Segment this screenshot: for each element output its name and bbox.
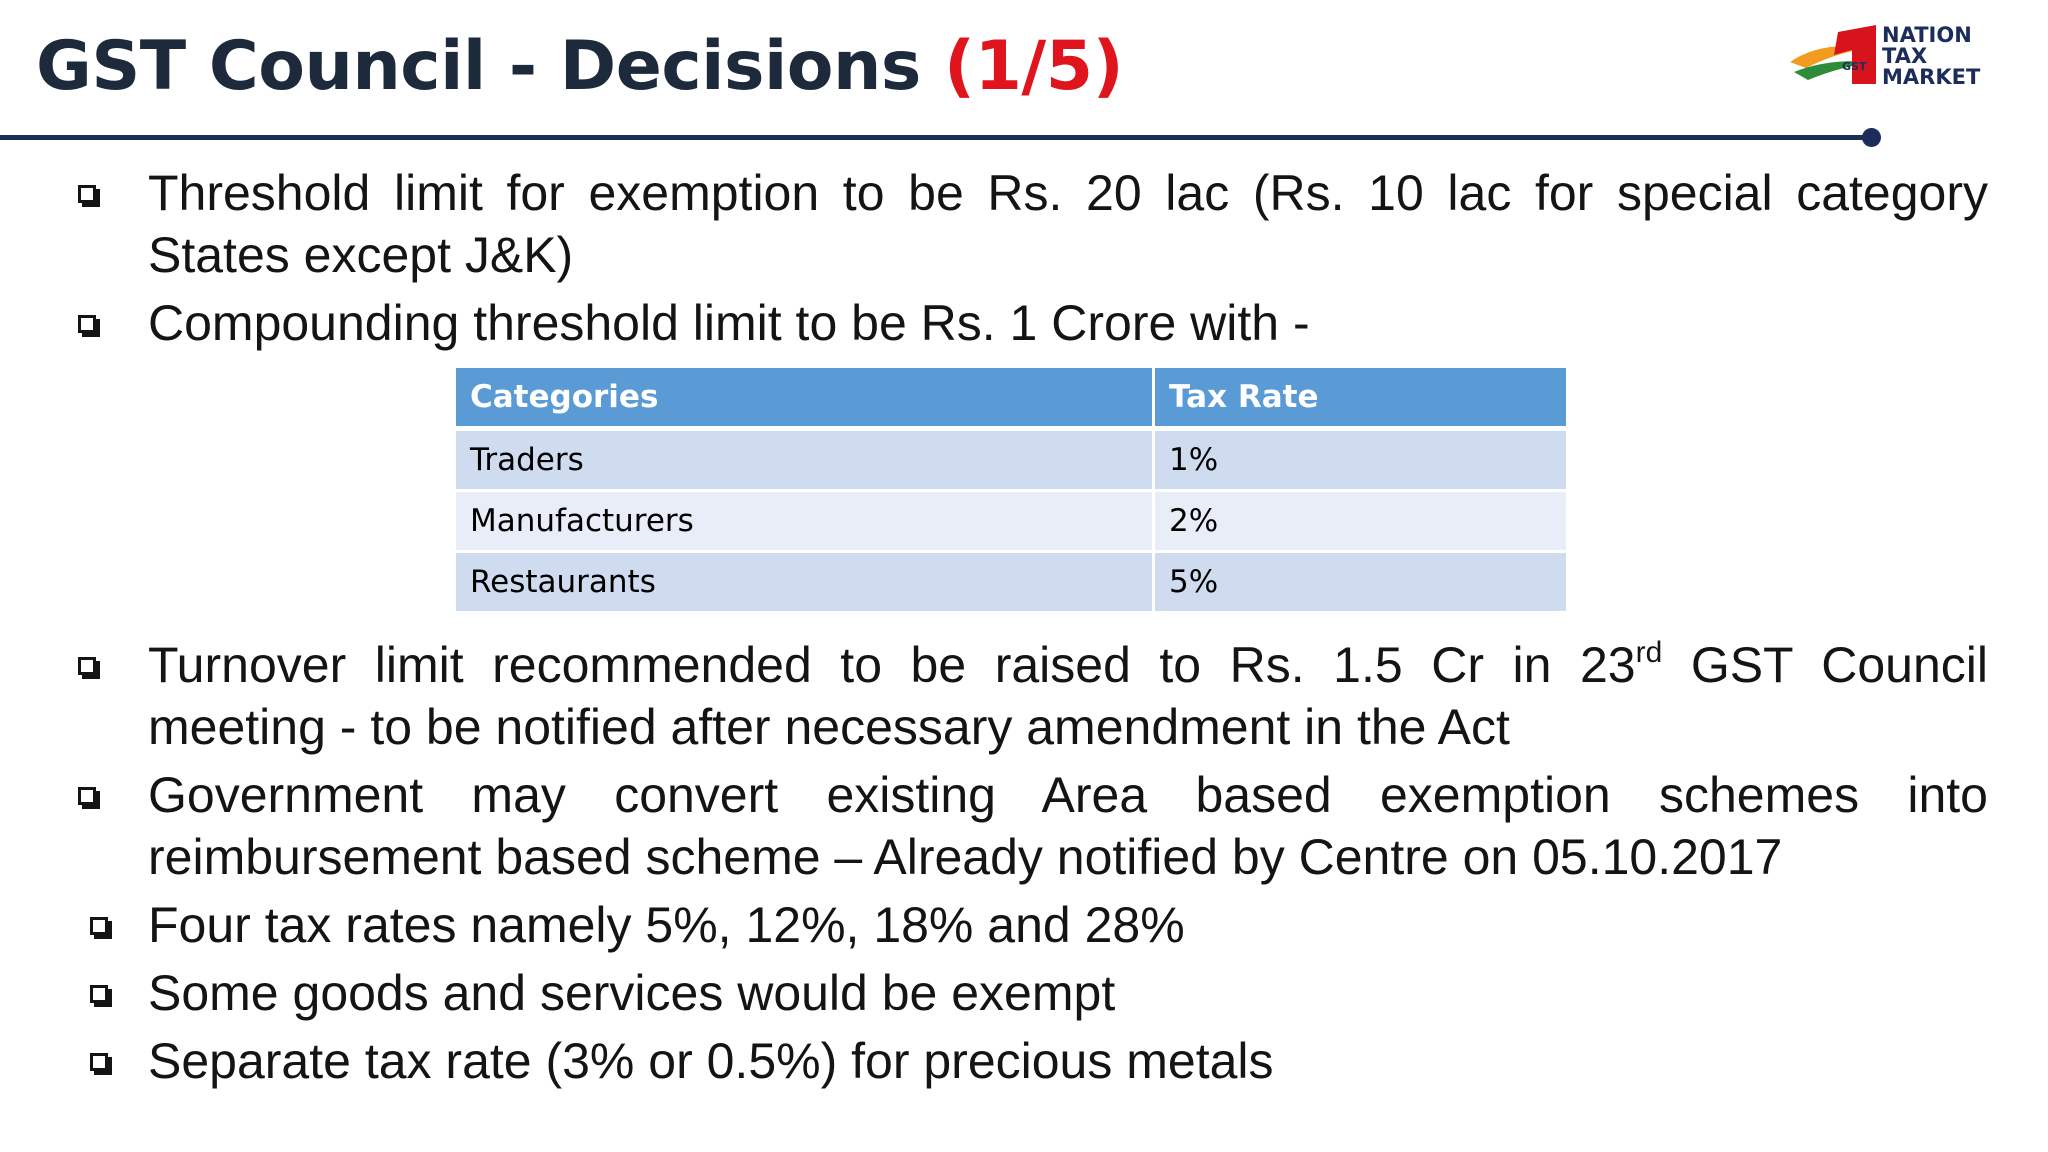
checkbox-bullet-icon bbox=[78, 787, 96, 805]
checkbox-bullet-icon bbox=[78, 315, 96, 333]
table-cell-rate: 1% bbox=[1155, 431, 1566, 492]
slide-title bbox=[36, 22, 1123, 112]
bullet-text-part: Turnover limit recommended to be raised to Rs. 1.5 Cr in 23 bbox=[148, 637, 1636, 693]
table-row bbox=[456, 492, 1566, 553]
table-cell-rate: 2% bbox=[1155, 492, 1566, 553]
table-row bbox=[456, 431, 1566, 492]
column-header-categories: Categories bbox=[456, 368, 1155, 431]
checkbox-bullet-icon bbox=[78, 185, 96, 203]
title-underline bbox=[0, 135, 1868, 140]
table-header-row bbox=[456, 368, 1566, 431]
logo-line-tax: TAX bbox=[1882, 44, 1928, 68]
bullet-text: Threshold limit for exemption to be Rs. 20 lac (Rs. 10 lac for special category States except J&K) bbox=[148, 165, 1988, 283]
bullet-text: Some goods and services would be exempt bbox=[148, 965, 1116, 1021]
checkbox-bullet-icon bbox=[78, 657, 96, 675]
bullet-text: Compounding threshold limit to be Rs. 1 Crore with - bbox=[148, 295, 1310, 351]
column-header-tax-rate: Tax Rate bbox=[1155, 368, 1566, 431]
logo-numeral-one bbox=[1834, 25, 1876, 84]
checkbox-bullet-icon bbox=[90, 1053, 108, 1071]
bullet-text bbox=[148, 634, 1988, 758]
checkbox-bullet-icon bbox=[90, 985, 108, 1003]
compounding-tax-rate-table bbox=[456, 368, 1566, 614]
ordinal-suffix: rd bbox=[1635, 636, 1663, 669]
bullet-text: Separate tax rate (3% or 0.5%) for precious metals bbox=[148, 1033, 1274, 1089]
bullet-text: Government may convert existing Area based exemption schemes into reimbursement based scheme – Already notified by Centre on 05.10.2017 bbox=[148, 767, 1988, 885]
slide-title-main: GST Council - Decisions bbox=[36, 27, 945, 106]
logo-line-market: MARKET bbox=[1882, 65, 1981, 89]
table-cell-category: Traders bbox=[456, 431, 1155, 492]
logo-line-nation: NATION bbox=[1882, 23, 1972, 47]
bullet-text-part: GST Council meeting - to be notified after necessary amendment in the Act bbox=[148, 637, 1988, 755]
checkbox-bullet-icon bbox=[90, 917, 108, 935]
nation-tax-market-logo bbox=[1782, 22, 2032, 92]
table-cell-category: Restaurants bbox=[456, 553, 1155, 614]
table-cell-rate: 5% bbox=[1155, 553, 1566, 614]
table-row bbox=[456, 553, 1566, 614]
slide-title-part-indicator: (1/5) bbox=[944, 27, 1124, 106]
bullet-text: Four tax rates namely 5%, 12%, 18% and 28% bbox=[148, 897, 1185, 953]
title-underline-dot bbox=[1862, 128, 1881, 147]
table-cell-category: Manufacturers bbox=[456, 492, 1155, 553]
logo-badge-text: GST bbox=[1842, 60, 1867, 73]
